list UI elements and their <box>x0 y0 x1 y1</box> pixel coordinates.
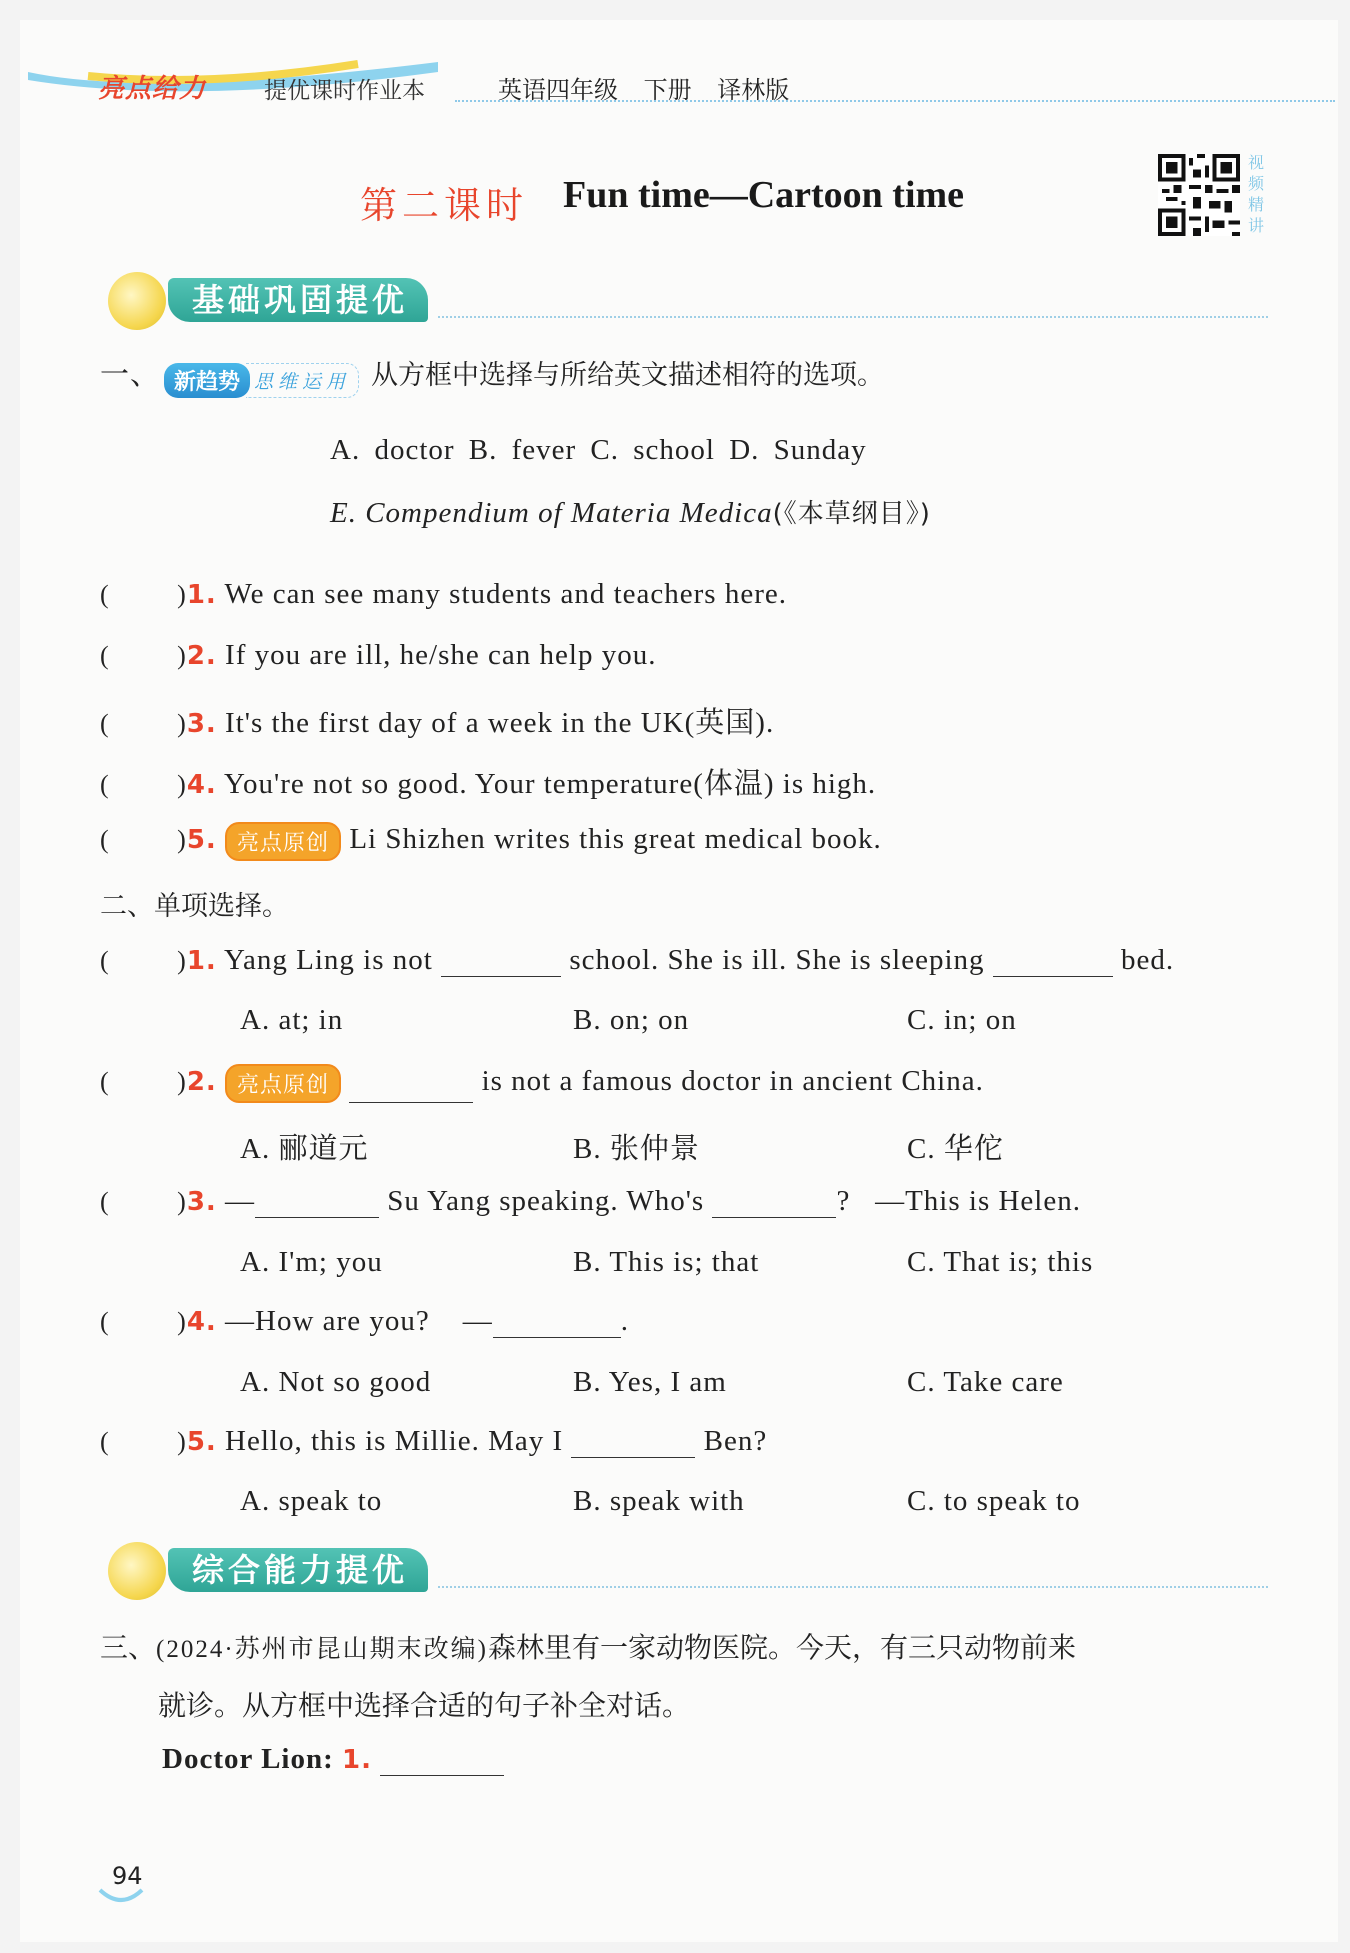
question-text: —How are you? <box>225 1305 430 1337</box>
dialog-dash: — <box>462 1305 493 1337</box>
part3-number: 三、 <box>100 1631 157 1664</box>
thinking-tag: 思维运用 <box>246 363 359 398</box>
part1-options-row2 <box>330 493 931 530</box>
answer-paren[interactable]: ( ) <box>100 1187 187 1216</box>
answer-blank[interactable] <box>380 1745 504 1776</box>
header-book-info: 英语四年级 下册 译林版 <box>498 76 790 104</box>
speaker-name: Doctor Lion: <box>162 1743 334 1775</box>
question-text: is not a famous doctor in ancient China. <box>481 1065 984 1098</box>
item-number: 1. <box>342 1745 372 1775</box>
question-row <box>100 944 1174 977</box>
answer-blank[interactable] <box>712 1187 836 1218</box>
header-logo: 亮点给力 <box>98 74 207 104</box>
option-a: A. 郦道元 <box>240 1133 369 1165</box>
item-text: Li Shizhen writes this great medical book. <box>349 823 882 856</box>
trophy-icon <box>108 1542 166 1600</box>
part2-heading: 二、单项选择。 <box>100 891 289 922</box>
question-row <box>100 1425 767 1458</box>
question-text: —This is Helen. <box>875 1185 1081 1217</box>
answer-paren[interactable]: ( ) <box>100 825 187 855</box>
list-item <box>100 578 787 611</box>
item-text: You're not so good. Your temperature(体温) is high. <box>223 768 877 800</box>
question-row <box>100 1305 629 1338</box>
option-e-english: E. Compendium of Materia Medica <box>330 497 773 529</box>
question-text: Ben? <box>703 1425 768 1457</box>
option-c: C. 华佗 <box>907 1133 1004 1165</box>
option-a: A. Not so good <box>240 1366 432 1398</box>
option-c: C. Take care <box>907 1366 1064 1398</box>
header-divider <box>455 100 1335 102</box>
answer-blank[interactable] <box>571 1427 695 1458</box>
page-number: 94 <box>112 1862 143 1890</box>
answer-paren[interactable]: ( ) <box>100 709 187 738</box>
item-text: We can see many students and teachers here. <box>224 578 787 610</box>
part3-text: 森林里有一家动物医院。今天，有三只动物前来 <box>488 1631 1077 1664</box>
section-banner-comprehensive <box>108 1548 1268 1594</box>
part1-number: 一、 <box>100 357 161 391</box>
item-number: 5. <box>186 825 217 856</box>
part3-heading <box>100 1626 1076 1666</box>
lesson-number: 第二课时 <box>360 186 528 227</box>
section-title-basic: 基础巩固提优 <box>168 278 428 322</box>
header-subtitle: 提优课时作业本 <box>264 78 425 104</box>
option-b: B. 张仲景 <box>573 1133 700 1165</box>
option-a: A. I'm; you <box>240 1246 383 1278</box>
page-number-arc <box>98 1888 144 1908</box>
option-c: C. That is; this <box>907 1246 1094 1278</box>
part1-heading <box>100 352 884 398</box>
option-e-chinese: (《本草纲目》) <box>772 499 931 529</box>
item-number: 1. <box>186 580 217 610</box>
question-row <box>100 1064 984 1103</box>
option-c: C. to speak to <box>907 1485 1081 1517</box>
item-number: 4. <box>186 1307 217 1337</box>
item-number: 2. <box>186 641 217 671</box>
item-text: If you are ill, he/she can help you. <box>225 639 657 671</box>
list-item <box>100 761 876 802</box>
answer-paren[interactable]: ( ) <box>100 946 187 975</box>
answer-blank[interactable] <box>255 1187 379 1218</box>
banner-dotted-line <box>438 316 1268 318</box>
question-text: Hello, this is Millie. May I <box>225 1425 564 1457</box>
answer-paren[interactable]: ( ) <box>100 1067 187 1097</box>
item-number: 3. <box>186 1187 217 1217</box>
list-item <box>100 822 882 861</box>
item-number: 1. <box>186 946 217 976</box>
dialog-dash: — <box>225 1185 256 1217</box>
part3-text-cont: 就诊。从方框中选择合适的句子补全对话。 <box>158 1689 691 1722</box>
section-banner-basic <box>108 278 1268 324</box>
answer-paren[interactable]: ( ) <box>100 580 187 609</box>
original-tag: 亮点原创 <box>225 822 341 861</box>
answer-paren[interactable]: ( ) <box>100 770 187 799</box>
original-tag: 亮点原创 <box>225 1064 341 1103</box>
answer-blank[interactable] <box>993 946 1113 977</box>
part1-instruction: 从方框中选择与所给英文描述相符的选项。 <box>371 360 885 391</box>
option-b: B. on; on <box>573 1004 690 1036</box>
qr-code-icon[interactable] <box>1158 153 1240 237</box>
list-item <box>100 700 774 741</box>
question-text: Yang Ling is not <box>223 944 433 976</box>
qr-label: 视频精讲 <box>1247 153 1264 235</box>
question-text: Su Yang speaking. Who's <box>387 1185 705 1217</box>
part1-options-row1: A. doctor B. fever C. school D. Sunday <box>330 434 867 466</box>
section-title-comprehensive: 综合能力提优 <box>168 1548 428 1592</box>
item-number: 3. <box>186 709 217 739</box>
question-row <box>100 1185 1081 1218</box>
option-b: B. speak with <box>573 1485 745 1517</box>
answer-paren[interactable]: ( ) <box>100 641 187 670</box>
dialog-line <box>162 1743 504 1776</box>
list-item <box>100 639 656 672</box>
answer-blank[interactable] <box>441 946 561 977</box>
answer-blank[interactable] <box>493 1307 621 1338</box>
question-text: ? <box>836 1185 851 1217</box>
item-text: It's the first day of a week in the UK(英国). <box>225 707 775 739</box>
question-text: school. She is ill. She is sleeping <box>569 944 985 976</box>
item-number: 5. <box>186 1427 217 1457</box>
answer-blank[interactable] <box>349 1072 473 1103</box>
answer-paren[interactable]: ( ) <box>100 1307 187 1336</box>
option-b: B. Yes, I am <box>573 1366 727 1398</box>
option-a: A. speak to <box>240 1485 383 1517</box>
item-number: 4. <box>186 770 217 800</box>
option-a: A. at; in <box>240 1004 344 1036</box>
new-trend-tag: 新趋势 <box>164 363 250 398</box>
banner-dotted-line <box>438 1586 1268 1588</box>
option-c: C. in; on <box>907 1004 1017 1036</box>
option-b: B. This is; that <box>573 1246 760 1278</box>
answer-paren[interactable]: ( ) <box>100 1427 187 1456</box>
question-text: . <box>620 1305 629 1337</box>
question-text: bed. <box>1121 944 1175 976</box>
lesson-title: Fun time—Cartoon time <box>563 174 965 216</box>
part3-source: (2024·苏州市昆山期末改编) <box>156 1636 488 1663</box>
cube-icon <box>108 272 166 330</box>
item-number: 2. <box>186 1067 217 1098</box>
